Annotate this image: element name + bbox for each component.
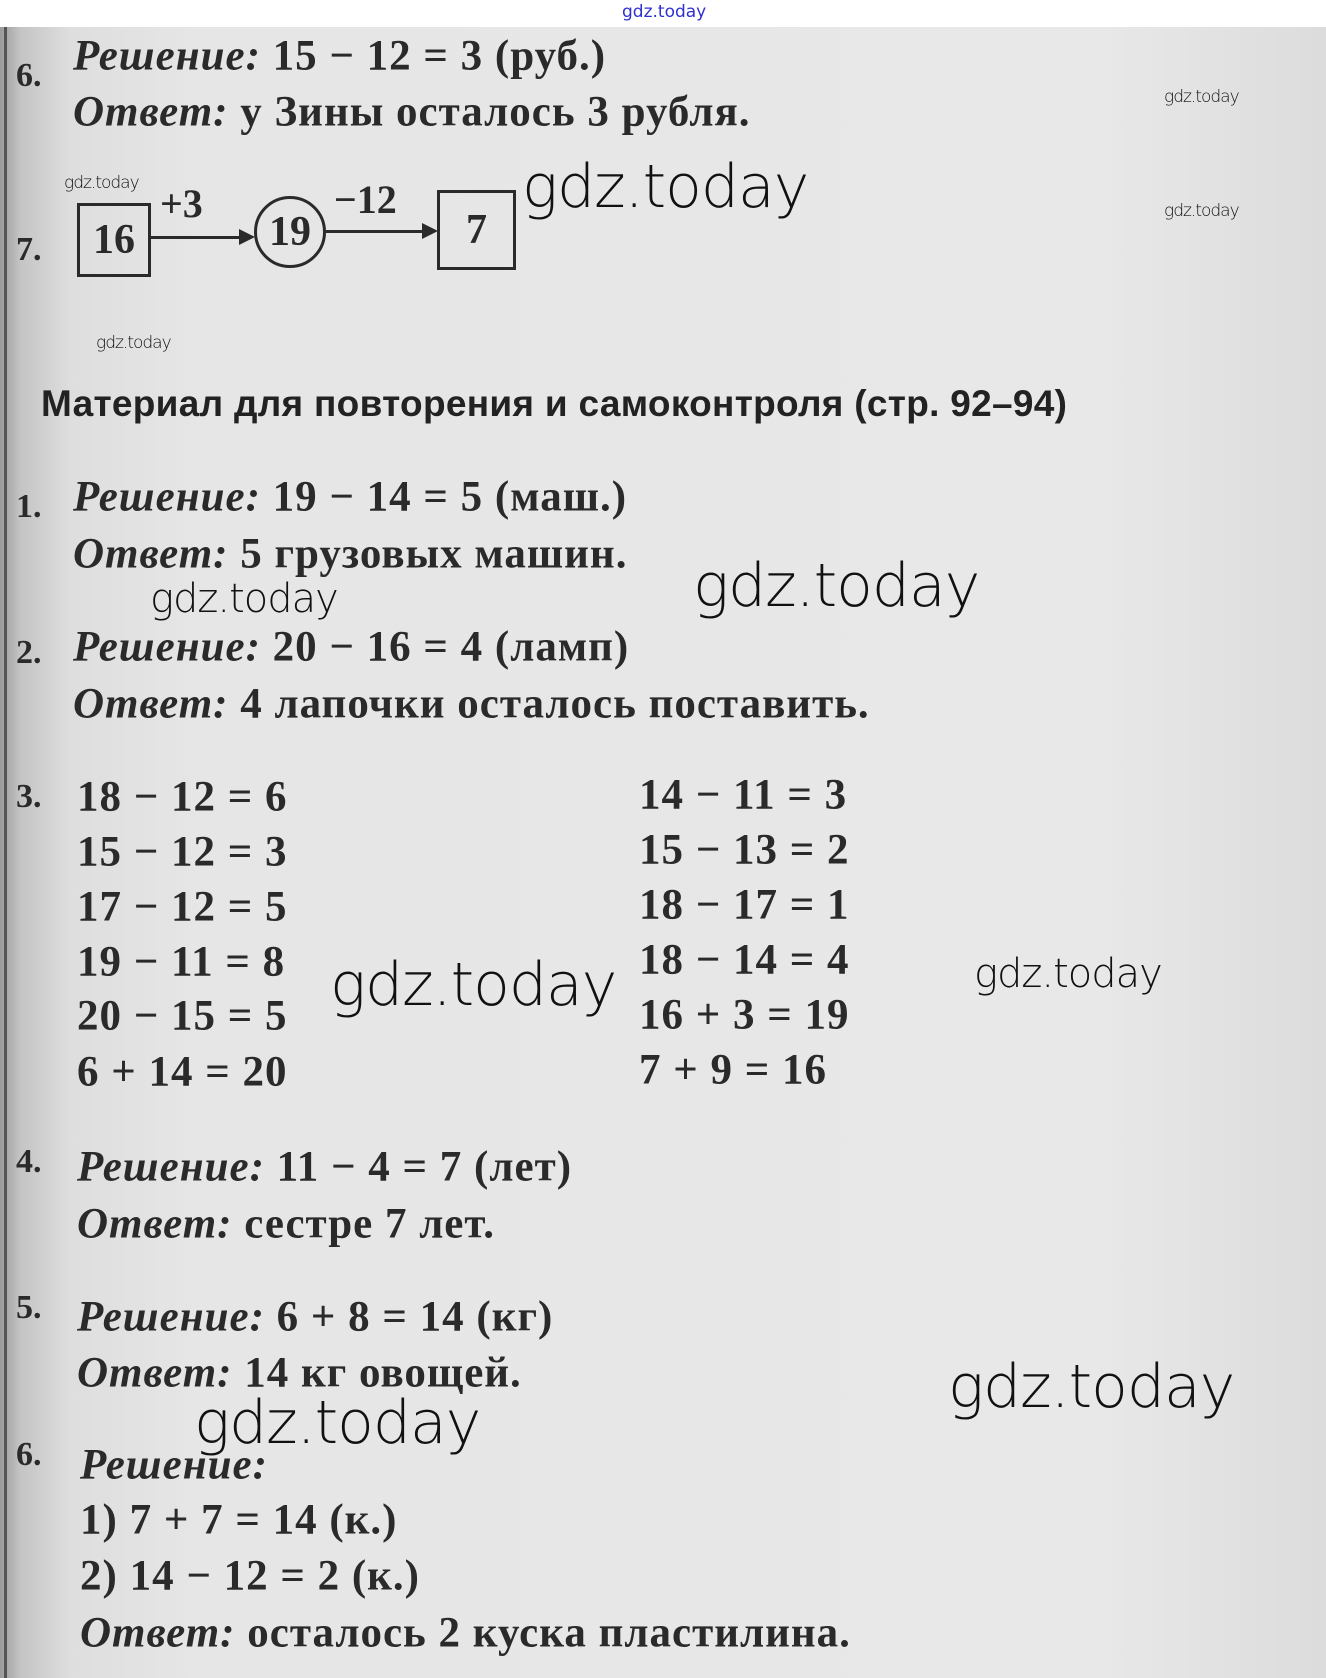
solution-label: Решение: bbox=[73, 32, 261, 80]
end-box: 7 bbox=[437, 190, 516, 270]
solution-label: Решение: bbox=[80, 1441, 268, 1489]
equation: 7 + 9 = 16 bbox=[639, 1046, 828, 1094]
task-number: 4. bbox=[16, 1143, 42, 1180]
watermark: gdz.today bbox=[522, 152, 809, 222]
watermark: gdz.today bbox=[64, 173, 139, 193]
section-heading: Материал для повторения и самоконтроля (стр. 92–94) bbox=[41, 383, 1068, 424]
solution-label: Решение: bbox=[77, 1293, 265, 1341]
arrow-icon bbox=[151, 236, 251, 239]
equation: 15 − 12 = 3 bbox=[77, 828, 288, 876]
watermark: gdz.today bbox=[974, 951, 1162, 997]
task-number: 7. bbox=[16, 231, 42, 268]
watermark: gdz.today bbox=[150, 576, 338, 622]
solution-label: Решение: bbox=[77, 1143, 265, 1191]
watermark: gdz.today bbox=[330, 950, 617, 1020]
arrow-icon bbox=[326, 230, 434, 233]
answer-text: 14 кг овощей. bbox=[232, 1349, 522, 1397]
answer-text: у Зины осталось 3 рубля. bbox=[228, 88, 751, 136]
solution-text: 11 − 4 = 7 (лет) bbox=[264, 1143, 573, 1191]
watermark: gdz.today bbox=[1164, 201, 1239, 221]
operation-label: +3 bbox=[160, 181, 203, 226]
equation: 18 − 17 = 1 bbox=[639, 881, 850, 929]
equation: 20 − 15 = 5 bbox=[77, 992, 288, 1040]
answer-text: 4 лапочки осталось поставить. bbox=[228, 680, 870, 728]
equation: 15 − 13 = 2 bbox=[639, 826, 850, 874]
solution-line bbox=[77, 1143, 573, 1191]
answer-line bbox=[77, 1200, 496, 1248]
solution-line bbox=[73, 32, 607, 80]
watermark: gdz.today bbox=[96, 333, 171, 353]
answer-line bbox=[73, 530, 628, 578]
answer-line bbox=[73, 680, 870, 728]
equation: 16 + 3 = 19 bbox=[639, 991, 850, 1039]
watermark: gdz.today bbox=[948, 1352, 1235, 1422]
equation: 18 − 12 = 6 bbox=[77, 773, 288, 821]
task-number: 2. bbox=[16, 634, 42, 671]
solution-text: 15 − 12 = 3 (руб.) bbox=[260, 32, 607, 80]
middle-circle: 19 bbox=[254, 196, 326, 268]
answer-line bbox=[80, 1609, 851, 1657]
answer-text: 5 грузовых машин. bbox=[228, 530, 628, 578]
equation: 17 − 12 = 5 bbox=[77, 883, 288, 931]
solution-text: 6 + 8 = 14 (кг) bbox=[264, 1293, 554, 1341]
watermark: gdz.today bbox=[1164, 87, 1239, 107]
watermark: gdz.today bbox=[693, 551, 980, 621]
solution-line bbox=[73, 623, 630, 671]
answer-label: Ответ: bbox=[80, 1609, 236, 1657]
answer-label: Ответ: bbox=[73, 680, 229, 728]
task-number: 6. bbox=[16, 57, 42, 94]
equation: 18 − 14 = 4 bbox=[639, 936, 850, 984]
solution-label: Решение: bbox=[73, 623, 261, 671]
solution-label: Решение: bbox=[73, 473, 261, 521]
watermark-top: gdz.today bbox=[622, 2, 707, 22]
answer-label: Ответ: bbox=[77, 1349, 233, 1397]
answer-label: Ответ: bbox=[73, 530, 229, 578]
solution-step: 2) 14 − 12 = 2 (к.) bbox=[80, 1552, 420, 1600]
operation-label: −12 bbox=[334, 177, 397, 222]
task-number: 6. bbox=[16, 1436, 42, 1473]
answer-label: Ответ: bbox=[77, 1200, 233, 1248]
answer-line bbox=[73, 88, 751, 136]
equation: 6 + 14 = 20 bbox=[77, 1048, 288, 1096]
answer-text: сестре 7 лет. bbox=[232, 1200, 496, 1248]
solution-text: 20 − 16 = 4 (ламп) bbox=[260, 623, 630, 671]
start-box: 16 bbox=[77, 203, 151, 277]
task-number: 1. bbox=[16, 488, 42, 525]
solution-line bbox=[77, 1293, 554, 1341]
task-number: 5. bbox=[16, 1289, 42, 1326]
answer-text: осталось 2 куска пластилина. bbox=[235, 1609, 851, 1657]
equation: 14 − 11 = 3 bbox=[639, 771, 848, 819]
solution-step: 1) 7 + 7 = 14 (к.) bbox=[80, 1496, 398, 1544]
answer-label: Ответ: bbox=[73, 88, 229, 136]
task-number: 3. bbox=[16, 778, 42, 815]
solution-text: 19 − 14 = 5 (маш.) bbox=[260, 473, 628, 521]
solution-line bbox=[73, 473, 628, 521]
page-edge bbox=[4, 27, 7, 1678]
equation: 19 − 11 = 8 bbox=[77, 938, 286, 986]
watermark: gdz.today bbox=[194, 1388, 481, 1458]
